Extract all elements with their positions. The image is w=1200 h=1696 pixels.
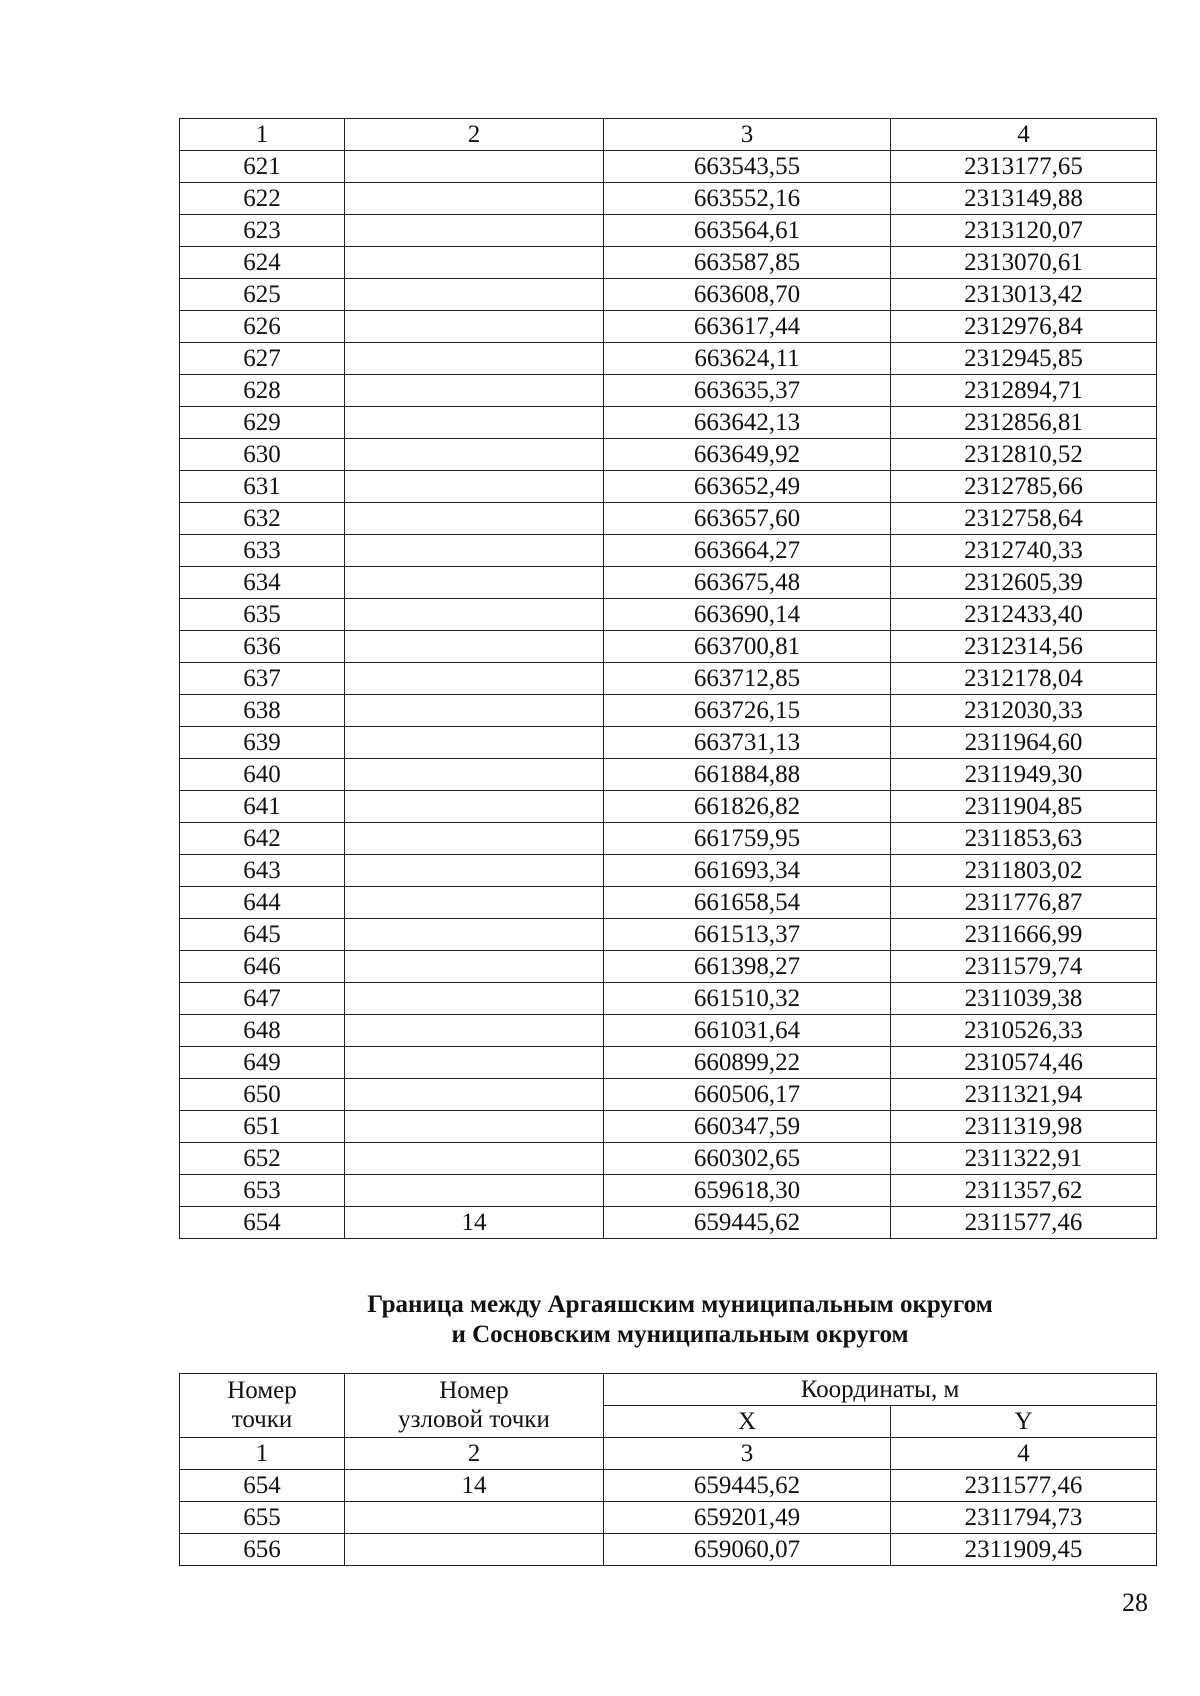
table-cell: [345, 151, 604, 183]
table-cell: 2: [345, 119, 604, 151]
section-title-line1: Граница между Аргаяшским муниципальным округом: [367, 1291, 993, 1318]
table-cell: 14: [345, 1470, 604, 1502]
table-cell: 630: [180, 439, 345, 471]
table-cell: [345, 855, 604, 887]
section-title-line2: и Сосновским муниципальным округом: [451, 1321, 909, 1348]
node-number-header: [345, 1374, 604, 1438]
table-cell: 2312740,33: [891, 535, 1157, 567]
table-cell: 660506,17: [604, 1079, 891, 1111]
table-cell: 651: [180, 1111, 345, 1143]
table-cell: 652: [180, 1143, 345, 1175]
table-cell: [345, 1175, 604, 1207]
table-row: [180, 1534, 1157, 1566]
table-cell: 633: [180, 535, 345, 567]
table-cell: 661031,64: [604, 1015, 891, 1047]
table-row: [180, 727, 1157, 759]
table-cell: 4: [891, 119, 1157, 151]
table-cell: 2311666,99: [891, 919, 1157, 951]
table-cell: 2313013,42: [891, 279, 1157, 311]
table-cell: 2312030,33: [891, 695, 1157, 727]
table-cell: 649: [180, 1047, 345, 1079]
table-cell: 2312758,64: [891, 503, 1157, 535]
table-cell: 624: [180, 247, 345, 279]
table-cell: 638: [180, 695, 345, 727]
table-row: [180, 343, 1157, 375]
table-cell: 631: [180, 471, 345, 503]
table-row: [180, 1079, 1157, 1111]
table-cell: 660302,65: [604, 1143, 891, 1175]
table-cell: 2310526,33: [891, 1015, 1157, 1047]
table-cell: [345, 471, 604, 503]
table-cell: 14: [345, 1207, 604, 1239]
table-cell: [345, 407, 604, 439]
table-cell: 640: [180, 759, 345, 791]
table-cell: 2312894,71: [891, 375, 1157, 407]
table-cell: 663652,49: [604, 471, 891, 503]
table-cell: [345, 279, 604, 311]
table-cell: 2311853,63: [891, 823, 1157, 855]
table-row: [180, 919, 1157, 951]
table-cell: 3: [604, 119, 891, 151]
table-cell: 2312178,04: [891, 663, 1157, 695]
table-cell: 2311577,46: [891, 1207, 1157, 1239]
table-cell: 2311039,38: [891, 983, 1157, 1015]
table-cell: 1: [180, 1438, 345, 1470]
table-cell: 2312605,39: [891, 567, 1157, 599]
column-number-row: [180, 1438, 1157, 1470]
table-cell: 661884,88: [604, 759, 891, 791]
table-cell: [345, 439, 604, 471]
table-cell: [345, 1502, 604, 1534]
table-cell: 2312785,66: [891, 471, 1157, 503]
table-row: [180, 1175, 1157, 1207]
table-cell: 654: [180, 1207, 345, 1239]
table-cell: 644: [180, 887, 345, 919]
table-cell: 3: [604, 1438, 891, 1470]
table-cell: 663608,70: [604, 279, 891, 311]
table-cell: 663624,11: [604, 343, 891, 375]
table-row: [180, 631, 1157, 663]
table-cell: [345, 1047, 604, 1079]
table-cell: 659618,30: [604, 1175, 891, 1207]
table-cell: 2311319,98: [891, 1111, 1157, 1143]
table-cell: [345, 791, 604, 823]
table-cell: 2310574,46: [891, 1047, 1157, 1079]
table-cell: 2311577,46: [891, 1470, 1157, 1502]
table-cell: 660347,59: [604, 1111, 891, 1143]
boundary-coordinates-table: [179, 1373, 1157, 1566]
table-row: [180, 1047, 1157, 1079]
node-number-header-line2: узловой точки: [398, 1405, 550, 1433]
table-cell: [345, 631, 604, 663]
table-cell: 663552,16: [604, 183, 891, 215]
table-cell: 2313070,61: [891, 247, 1157, 279]
table-row: [180, 535, 1157, 567]
table-cell: 627: [180, 343, 345, 375]
table-cell: 639: [180, 727, 345, 759]
table-cell: 663712,85: [604, 663, 891, 695]
table-cell: 659445,62: [604, 1470, 891, 1502]
table-row: [180, 471, 1157, 503]
table-cell: 645: [180, 919, 345, 951]
table-cell: 663675,48: [604, 567, 891, 599]
table-cell: 2311803,02: [891, 855, 1157, 887]
table-cell: [345, 503, 604, 535]
table-cell: 2312856,81: [891, 407, 1157, 439]
table-cell: [345, 1015, 604, 1047]
table-cell: 663543,55: [604, 151, 891, 183]
table-row: [180, 151, 1157, 183]
table-cell: 2: [345, 1438, 604, 1470]
table-cell: 1: [180, 119, 345, 151]
table-cell: 659060,07: [604, 1534, 891, 1566]
point-number-header: [180, 1374, 345, 1438]
table-cell: 628: [180, 375, 345, 407]
table-row: [180, 951, 1157, 983]
table-cell: 659445,62: [604, 1207, 891, 1239]
table-cell: 647: [180, 983, 345, 1015]
table-cell: 659201,49: [604, 1502, 891, 1534]
y-header: Y: [891, 1406, 1157, 1438]
table-cell: 663642,13: [604, 407, 891, 439]
table-cell: [345, 663, 604, 695]
table-cell: 626: [180, 311, 345, 343]
table-cell: [345, 343, 604, 375]
table-cell: 2311904,85: [891, 791, 1157, 823]
table-row: [180, 983, 1157, 1015]
table-cell: 2311776,87: [891, 887, 1157, 919]
table-cell: 632: [180, 503, 345, 535]
table-cell: [345, 951, 604, 983]
table-row: [180, 823, 1157, 855]
table-cell: 634: [180, 567, 345, 599]
table-cell: 637: [180, 663, 345, 695]
table-cell: 663731,13: [604, 727, 891, 759]
table-cell: 661826,82: [604, 791, 891, 823]
table-cell: 623: [180, 215, 345, 247]
table-cell: 661693,34: [604, 855, 891, 887]
coordinates-header: Координаты, м: [604, 1374, 1157, 1406]
table-cell: [345, 823, 604, 855]
table-row: [180, 279, 1157, 311]
table-row: [180, 1502, 1157, 1534]
node-number-header-line1: Номер: [439, 1376, 509, 1404]
table-row: [180, 375, 1157, 407]
table-cell: 2313120,07: [891, 215, 1157, 247]
x-header: X: [604, 1406, 891, 1438]
table-cell: 2313149,88: [891, 183, 1157, 215]
table-cell: 642: [180, 823, 345, 855]
table-cell: [345, 887, 604, 919]
table-row: [180, 439, 1157, 471]
table-cell: 663657,60: [604, 503, 891, 535]
table-cell: 2311321,94: [891, 1079, 1157, 1111]
table-cell: 663635,37: [604, 375, 891, 407]
table-row: [180, 247, 1157, 279]
table-cell: [345, 311, 604, 343]
table-cell: 621: [180, 151, 345, 183]
table-cell: [345, 1111, 604, 1143]
table-cell: 646: [180, 951, 345, 983]
table-cell: 648: [180, 1015, 345, 1047]
table-cell: 2311964,60: [891, 727, 1157, 759]
table-row: [180, 855, 1157, 887]
point-number-header-line2: точки: [231, 1405, 293, 1433]
table-row: [180, 663, 1157, 695]
table-cell: [345, 695, 604, 727]
table-cell: 2311579,74: [891, 951, 1157, 983]
table-row: [180, 791, 1157, 823]
table-cell: 661398,27: [604, 951, 891, 983]
table-cell: [345, 919, 604, 951]
table-row: [180, 407, 1157, 439]
table-cell: 2312433,40: [891, 599, 1157, 631]
table-cell: 653: [180, 1175, 345, 1207]
table-cell: 660899,22: [604, 1047, 891, 1079]
table-cell: [345, 247, 604, 279]
table-cell: 655: [180, 1502, 345, 1534]
table-cell: [345, 727, 604, 759]
table-row: [180, 311, 1157, 343]
table-row: [180, 1143, 1157, 1175]
table-cell: [345, 535, 604, 567]
table-cell: 663617,44: [604, 311, 891, 343]
table-cell: 661759,95: [604, 823, 891, 855]
table-row: [180, 887, 1157, 919]
point-number-header-line1: Номер: [227, 1376, 297, 1404]
table-cell: 2312976,84: [891, 311, 1157, 343]
table-row: [180, 1207, 1157, 1239]
table-cell: 2311949,30: [891, 759, 1157, 791]
table-cell: [345, 375, 604, 407]
table-cell: 629: [180, 407, 345, 439]
table-cell: 636: [180, 631, 345, 663]
table-cell: [345, 983, 604, 1015]
table-row: [180, 1015, 1157, 1047]
table-cell: [345, 759, 604, 791]
table-row: [180, 1111, 1157, 1143]
table-cell: [345, 567, 604, 599]
table-cell: 2312314,56: [891, 631, 1157, 663]
table-cell: 625: [180, 279, 345, 311]
table-cell: [345, 183, 604, 215]
table-row: [180, 695, 1157, 727]
table-cell: 2311794,73: [891, 1502, 1157, 1534]
column-number-row: [180, 119, 1157, 151]
table-cell: 622: [180, 183, 345, 215]
table-cell: 2311909,45: [891, 1534, 1157, 1566]
table-cell: 663726,15: [604, 695, 891, 727]
table-cell: 661510,32: [604, 983, 891, 1015]
table-cell: 656: [180, 1534, 345, 1566]
table-cell: [345, 599, 604, 631]
table-cell: 2312810,52: [891, 439, 1157, 471]
table-cell: 663564,61: [604, 215, 891, 247]
table-row: [180, 1470, 1157, 1502]
table-cell: [345, 215, 604, 247]
table-cell: 2313177,65: [891, 151, 1157, 183]
table-row: [180, 567, 1157, 599]
table-cell: 654: [180, 1470, 345, 1502]
table-cell: 2311322,91: [891, 1143, 1157, 1175]
table-cell: 661658,54: [604, 887, 891, 919]
table-cell: 2311357,62: [891, 1175, 1157, 1207]
table-cell: 635: [180, 599, 345, 631]
table-cell: 650: [180, 1079, 345, 1111]
table-cell: 2312945,85: [891, 343, 1157, 375]
table-cell: 663690,14: [604, 599, 891, 631]
table-row: [180, 215, 1157, 247]
table-cell: 661513,37: [604, 919, 891, 951]
table-cell: [345, 1534, 604, 1566]
table-row: [180, 759, 1157, 791]
table-cell: 663700,81: [604, 631, 891, 663]
table-cell: [345, 1079, 604, 1111]
table-cell: [345, 1143, 604, 1175]
coordinates-table-continued: [179, 118, 1157, 1239]
table-cell: 641: [180, 791, 345, 823]
table-cell: 663587,85: [604, 247, 891, 279]
table-cell: 643: [180, 855, 345, 887]
table-cell: 663649,92: [604, 439, 891, 471]
table-cell: 663664,27: [604, 535, 891, 567]
table-cell: 4: [891, 1438, 1157, 1470]
table-row: [180, 599, 1157, 631]
table-row: [180, 503, 1157, 535]
table-row: [180, 183, 1157, 215]
page-number: 28: [1122, 1588, 1148, 1617]
